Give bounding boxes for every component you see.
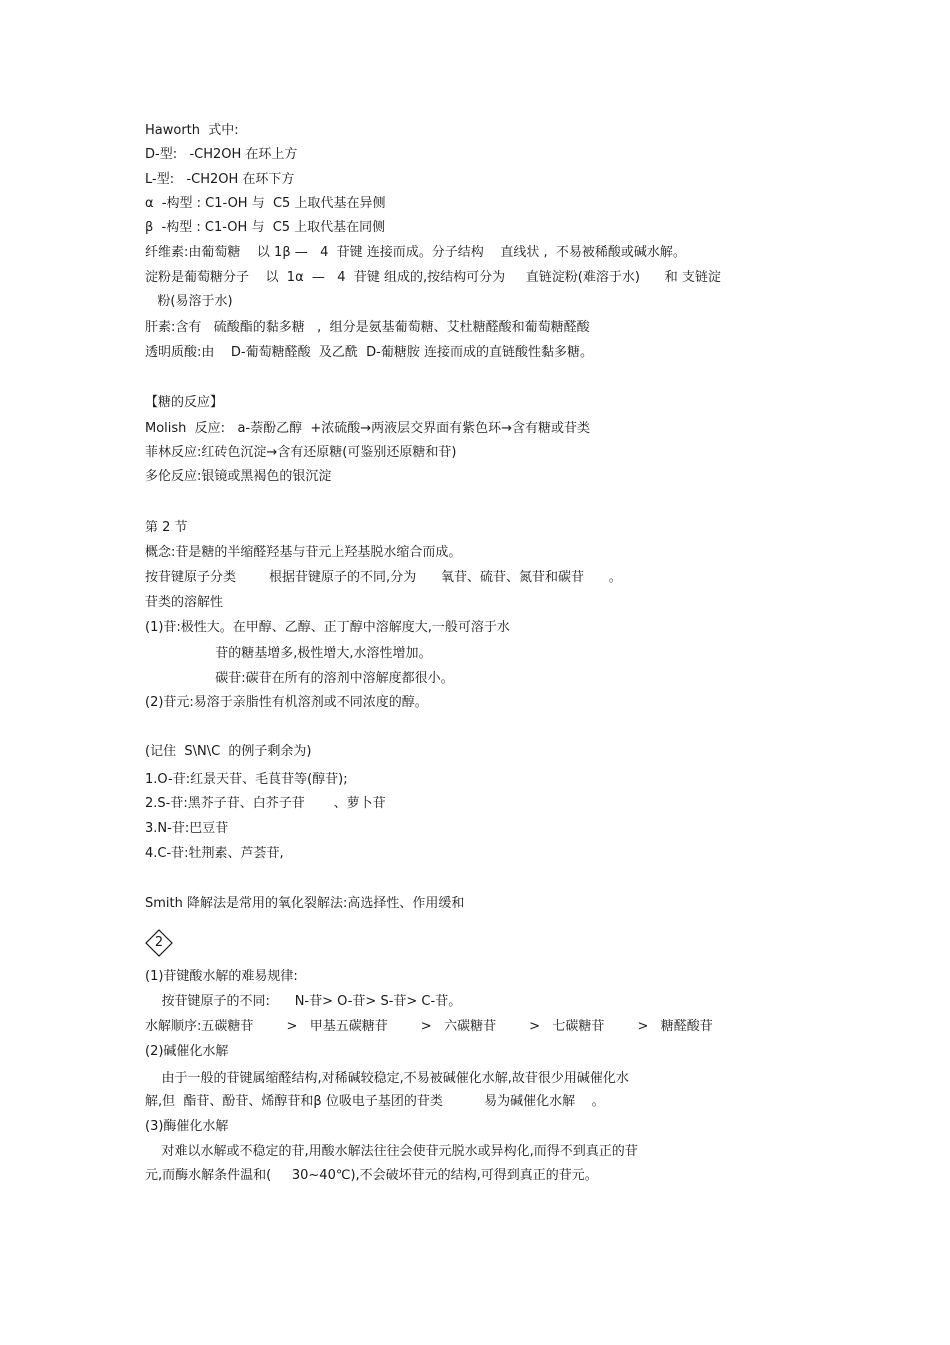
text-line: 苷类的溶解性 [145,595,224,610]
text-line: 4.C-苷:牡荆素、芦荟苷, [145,846,284,861]
text-line: 多伦反应:银镜或黑褐色的银沉淀 [145,469,332,484]
text-line: 菲林反应:红砖色沉淀→含有还原糖(可鉴别还原糖和苷) [145,445,457,460]
text-line: 1.O-苷:红景天苷、毛茛苷等(醇苷); [145,772,348,787]
text-line: (1)苷键酸水解的难易规律: [145,969,298,984]
text-line: 概念:苷是糖的半缩醛羟基与苷元上羟基脱水缩合而成。 [145,545,462,560]
text-line: 2.S-苷:黑芥子苷、白芥子苷 、萝卜苷 [145,796,386,811]
text-line: 元,而酶水解条件温和( 30~40℃),不会破坏苷元的结构,可得到真正的苷元。 [145,1168,598,1183]
text-line: 水解顺序:五碳糖苷 > 甲基五碳糖苷 > 六碳糖苷 > 七碳糖苷 > 糖醛酸苷 [145,1019,713,1034]
text-line: 肝素:含有 硫酸酯的黏多糖 , 组分是氨基葡萄糖、艾杜糖醛酸和葡萄糖醛酸 [145,320,590,335]
text-line: 纤维素:由葡萄糖 以 1β — 4 苷键 连接而成。分子结构 直线状 , 不易被稀酸或碱水解。 [145,245,686,260]
text-line: 解,但 酯苷、酚苷、烯醇苷和β 位吸电子基团的苷类 易为碱催化水解 。 [145,1094,605,1109]
text-line: β -构型 : C1-OH 与 C5 上取代基在同侧 [145,220,386,235]
text-line: (2)碱催化水解 [145,1044,229,1059]
section-heading: 【糖的反应】 [145,395,224,410]
numbered-diamond-badge [145,929,173,957]
text-line: 按苷键原子分类 根据苷键原子的不同,分为 氧苷、硫苷、氮苷和碳苷 。 [145,570,622,585]
text-line: 粉(易溶于水) [145,294,233,309]
text-line: 按苷键原子的不同: N-苷> O-苷> S-苷> C-苷。 [145,994,462,1009]
text-line: 碳苷:碳苷在所有的溶剂中溶解度都很小。 [145,671,454,686]
text-line: L-型: -CH2OH 在环下方 [145,172,295,187]
text-line: Molish 反应: a-萘酚乙醇 +浓硫酸→两液层交界面有紫色环→含有糖或苷类 [145,421,591,436]
text-line: α -构型 : C1-OH 与 C5 上取代基在异侧 [145,196,386,211]
text-line: Haworth 式中: [145,123,239,138]
text-line: 透明质酸:由 D-葡萄糖醛酸 及乙酰 D-葡糖胺 连接而成的直链酸性黏多糖。 [145,345,593,360]
text-line: Smith 降解法是常用的氧化裂解法:高选择性、作用缓和 [145,896,465,911]
text-line: (3)酶催化水解 [145,1119,229,1134]
text-line: 苷的糖基增多,极性增大,水溶性增加。 [145,646,432,661]
text-line: 淀粉是葡萄糖分子 以 1α — 4 苷键 组成的,按结构可分为 直链淀粉(难溶于水) 和 支链淀 [145,270,721,285]
text-line: 对难以水解或不稳定的苷,用酸水解法往往会使苷元脱水或异构化,而得不到真正的苷 [145,1144,638,1159]
text-line: D-型: -CH2OH 在环上方 [145,147,298,162]
text-line: (1)苷:极性大。在甲醇、乙醇、正丁醇中溶解度大,一般可溶于水 [145,620,510,635]
text-line: 由于一般的苷键属缩醛结构,对稀碱较稳定,不易被碱催化水解,故苷很少用碱催化水 [145,1071,629,1086]
badge-number: 2 [154,935,164,950]
text-line: 3.N-苷:巴豆苷 [145,821,229,836]
text-line: (记住 S\N\C 的例子剩余为) [145,744,312,759]
text-line: (2)苷元:易溶于亲脂性有机溶剂或不同浓度的醇。 [145,695,428,710]
section-heading: 第 2 节 [145,520,188,535]
